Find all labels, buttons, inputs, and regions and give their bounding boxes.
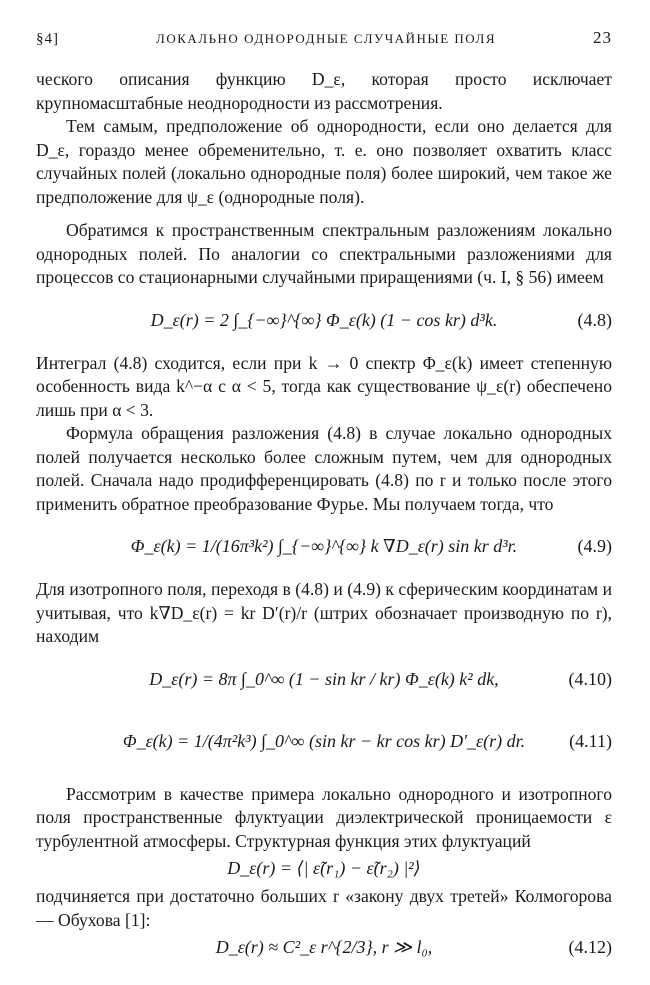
running-title: ЛОКАЛЬНО ОДНОРОДНЫЕ СЛУЧАЙНЫЕ ПОЛЯ — [156, 31, 496, 46]
section-marker: §4] — [36, 31, 59, 47]
paragraph-8: подчиняется при достаточно больших r «закону двух третей» Колмогорова — Обухова [1]: — [36, 886, 612, 930]
equation-4-9 — [36, 516, 612, 578]
equation-number: (4.11) — [569, 730, 612, 751]
paragraph-4: Интеграл (4.8) сходится, если при k → 0 спектр Φ_ε(k) имеет степенную особенность вида k^−α с α < 5, тогда как существование ψ_ε(r) обеспечено лишь при α < 3. — [36, 352, 612, 420]
paragraph-7: Рассмотрим в качестве примера локально однородного и изотропного поля пространственные флуктуации диэлектрической проницаемости ε турбулентной атмосферы. Структурная функция этих флуктуаций — [36, 783, 612, 851]
paragraph-5: Формула обращения разложения (4.8) в случае локально однородных полей получается несколько более сложным путем, чем для однородных полей. Сначала надо продифференцировать (4.8) по r и только после этого применить обратное преобразование Фурье. Мы получаем тогда, что — [36, 423, 612, 514]
equation-4-12 — [36, 932, 612, 964]
equation-expression: D_ε(r) = 2 ∫_{−∞}^{∞} Φ_ε(k) (1 − cos kr) d³k. — [150, 309, 498, 330]
paragraph-6: Для изотропного поля, переходя в (4.8) и (4.9) к сферическим координатам и учитывая, что k∇D_ε(r) = kr D′(r)/r (штрих обозначает производную по r), находим — [36, 579, 612, 646]
running-header — [36, 28, 612, 68]
equation-4-10 — [36, 649, 612, 711]
equation-expression: D_ε(r) = ⟨| ε̃(r₁) − ε̃(r₂) |²⟩ — [227, 858, 421, 879]
equation-number: (4.10) — [568, 668, 612, 689]
equation-4-11 — [36, 711, 612, 773]
page-number: 23 — [593, 28, 612, 47]
equation-number: (4.9) — [577, 536, 612, 557]
equation-expression: Φ_ε(k) = 1/(4π²k³) ∫_0^∞ (sin kr − kr cos kr) D′_ε(r) dr. — [122, 730, 526, 751]
paragraph-1: ческого описания функцию D_ε, которая просто исключает крупномасштабные неоднородности из рассмотрения. — [36, 69, 612, 113]
equation-number: (4.12) — [568, 937, 612, 958]
equation-expression: D_ε(r) = 8π ∫_0^∞ (1 − sin kr / kr) Φ_ε(k) k² dk, — [149, 668, 499, 689]
equation-4-8 — [36, 290, 612, 352]
paragraph-3: Обратимся к пространственным спектральным разложениям локально однородных полей. По аналогии со спектральными разложениями для процессов со стационарными случайными приращениями (ч. I, § 56) имеем — [36, 220, 612, 287]
equation-expression: Φ_ε(k) = 1/(16π³k²) ∫_{−∞}^{∞} k ∇D_ε(r) sin kr d³r. — [130, 536, 518, 557]
equation-structure-function — [36, 853, 612, 885]
page-body — [36, 68, 612, 964]
equation-expression: D_ε(r) ≈ C²_ε r^{2/3}, r ≫ l₀, — [215, 937, 433, 958]
equation-number: (4.8) — [577, 309, 612, 330]
paragraph-2: Тем самым, предположение об однородности, если оно делается для D_ε, гораздо менее обременительно, т. е. оно позволяет охватить класс случайных полей (локально однородные поля) более широкий, чем такое же предположение для ψ_ε (однородные поля). — [36, 116, 612, 207]
